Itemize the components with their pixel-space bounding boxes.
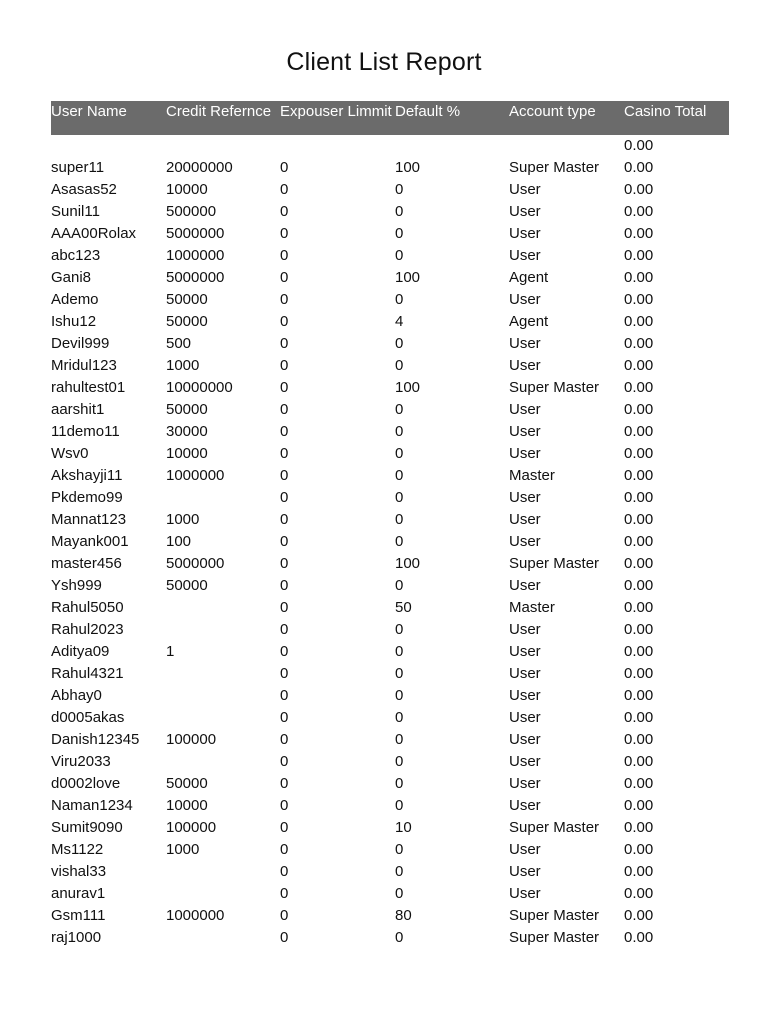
table-row [51,157,729,179]
casino-total-cell: 0.00 [624,203,654,220]
table-header [51,101,729,135]
exposure-limit-cell: 0 [280,885,289,902]
credit-reference-cell [166,663,280,685]
account-type-cell: User [509,335,541,352]
account-type-cell: User [509,247,541,264]
table-row [51,905,729,927]
user-name-cell: aarshit1 [51,401,105,418]
casino-total-cell: 0.00 [624,929,654,946]
user-name-cell: Ademo [51,291,99,308]
table-row [51,487,729,509]
default-percent-cell: 0 [395,841,404,858]
exposure-limit-cell: 0 [280,467,289,484]
user-name-cell: Ysh999 [51,577,102,594]
table-row [51,289,729,311]
account-type-cell: User [509,357,541,374]
exposure-limit-cell: 0 [280,313,289,330]
table-body [51,135,729,949]
casino-total-cell: 0.00 [624,907,654,924]
account-type-cell: User [509,225,541,242]
account-type-cell: User [509,291,541,308]
column-header-credit-reference: Credit Refernce [166,101,280,135]
casino-total-cell: 0.00 [624,313,654,330]
account-type-cell: User [509,665,541,682]
credit-reference-cell [166,883,280,905]
table-row [51,267,729,289]
exposure-limit-cell: 0 [280,379,289,396]
credit-reference-cell [166,597,280,619]
exposure-limit-cell: 0 [280,269,289,286]
exposure-limit-cell: 0 [280,181,289,198]
account-type-cell: User [509,181,541,198]
casino-total-cell: 0.00 [624,797,654,814]
casino-total-cell: 0.00 [624,621,654,638]
casino-total-cell: 0.00 [624,643,654,660]
exposure-limit-cell: 0 [280,203,289,220]
credit-reference-cell: 50000 [166,577,208,594]
casino-total-cell: 0.00 [624,555,654,572]
default-percent-cell: 0 [395,775,404,792]
exposure-limit-cell [280,135,395,157]
credit-reference-cell [166,135,280,157]
table-row [51,707,729,729]
user-name-cell: Viru2033 [51,753,111,770]
table-row [51,531,729,553]
account-type-cell: Master [509,599,555,616]
account-type-cell: User [509,775,541,792]
user-name-cell: vishal33 [51,863,107,880]
table-row [51,421,729,443]
table-row [51,509,729,531]
exposure-limit-cell: 0 [280,665,289,682]
default-percent-cell: 0 [395,203,404,220]
default-percent-cell: 4 [395,313,404,330]
casino-total-cell: 0.00 [624,775,654,792]
column-header-default-percent: Default % [395,101,509,135]
account-type-cell: User [509,401,541,418]
user-name-cell: Sunil11 [51,203,100,220]
credit-reference-cell [166,927,280,949]
credit-reference-cell: 50000 [166,313,208,330]
casino-total-cell: 0.00 [624,511,654,528]
account-type-cell: Super Master [509,555,600,572]
table-row [51,751,729,773]
account-type-cell: User [509,687,541,704]
account-type-cell: Super Master [509,929,600,946]
table-row [51,817,729,839]
casino-total-cell: 0.00 [624,445,654,462]
account-type-cell [509,135,624,157]
default-percent-cell: 0 [395,731,404,748]
credit-reference-cell [166,751,280,773]
exposure-limit-cell: 0 [280,357,289,374]
default-percent-cell: 0 [395,929,404,946]
default-percent-cell: 0 [395,401,404,418]
table-row [51,773,729,795]
casino-total-cell: 0.00 [624,269,654,286]
table-row [51,641,729,663]
casino-total-cell: 0.00 [624,401,654,418]
casino-total-cell: 0.00 [624,379,654,396]
table-row [51,399,729,421]
exposure-limit-cell: 0 [280,291,289,308]
credit-reference-cell: 50000 [166,775,208,792]
user-name-cell: Danish12345 [51,731,140,748]
default-percent-cell: 100 [395,379,421,396]
credit-reference-cell: 10000 [166,797,208,814]
user-name-cell: Gani8 [51,269,92,286]
default-percent-cell: 0 [395,357,404,374]
credit-reference-cell: 10000000 [166,379,233,396]
credit-reference-cell [166,487,280,509]
credit-reference-cell: 5000000 [166,225,225,242]
credit-reference-cell [166,685,280,707]
casino-total-cell: 0.00 [624,357,654,374]
table-row [51,443,729,465]
default-percent-cell: 0 [395,687,404,704]
exposure-limit-cell: 0 [280,709,289,726]
account-type-cell: Agent [509,269,549,286]
account-type-cell: User [509,489,541,506]
credit-reference-cell: 100000 [166,731,217,748]
table-row [51,377,729,399]
user-name-cell [51,135,166,157]
user-name-cell: Abhay0 [51,687,102,704]
table-row [51,179,729,201]
table-row [51,729,729,751]
credit-reference-cell: 1000000 [166,907,225,924]
default-percent-cell: 0 [395,511,404,528]
account-type-cell: Super Master [509,159,600,176]
column-header-casino-total: Casino Total [624,101,729,135]
casino-total-cell: 0.00 [624,863,654,880]
client-list-table [51,101,729,949]
exposure-limit-cell: 0 [280,819,289,836]
default-percent-cell: 0 [395,489,404,506]
default-percent-cell: 0 [395,467,404,484]
user-name-cell: Ishu12 [51,313,97,330]
user-name-cell: rahultest01 [51,379,126,396]
user-name-cell: Gsm111 [51,907,106,924]
table-row [51,575,729,597]
exposure-limit-cell: 0 [280,929,289,946]
credit-reference-cell: 50000 [166,291,208,308]
account-type-cell: Master [509,467,555,484]
user-name-cell: Pkdemo99 [51,489,123,506]
casino-total-cell: 0.00 [624,225,654,242]
default-percent-cell: 0 [395,665,404,682]
credit-reference-cell [166,861,280,883]
casino-total-cell: 0.00 [624,423,654,440]
default-percent-cell: 0 [395,247,404,264]
default-percent-cell: 0 [395,753,404,770]
credit-reference-cell: 100000 [166,819,217,836]
casino-total-cell: 0.00 [624,181,654,198]
table-row [51,245,729,267]
credit-reference-cell: 10000 [166,445,208,462]
account-type-cell: User [509,423,541,440]
page-title: Client List Report [286,48,482,76]
exposure-limit-cell: 0 [280,863,289,880]
casino-total-cell: 0.00 [624,533,654,550]
exposure-limit-cell: 0 [280,907,289,924]
user-name-cell: Ms1122 [51,841,104,858]
casino-total-cell: 0.00 [624,467,654,484]
default-percent-cell [395,135,509,157]
exposure-limit-cell: 0 [280,643,289,660]
credit-reference-cell: 500000 [166,203,217,220]
exposure-limit-cell: 0 [280,687,289,704]
default-percent-cell: 0 [395,335,404,352]
credit-reference-cell: 5000000 [166,555,225,572]
default-percent-cell: 0 [395,863,404,880]
exposure-limit-cell: 0 [280,247,289,264]
table-header-row [51,101,729,135]
casino-total-cell: 0.00 [624,577,654,594]
default-percent-cell: 0 [395,709,404,726]
account-type-cell: User [509,885,541,902]
casino-total-cell: 0.00 [624,687,654,704]
user-name-cell: Akshayji11 [51,467,123,484]
table-row [51,927,729,949]
user-name-cell: Asasas52 [51,181,117,198]
column-header-exposure-limit: Expouser Limmit [280,101,395,135]
credit-reference-cell [166,619,280,641]
table-row [51,553,729,575]
credit-reference-cell: 100 [166,533,192,550]
exposure-limit-cell: 0 [280,731,289,748]
account-type-cell: Super Master [509,819,600,836]
user-name-cell: d0002love [51,775,121,792]
table-row [51,663,729,685]
user-name-cell: Mannat123 [51,511,127,528]
account-type-cell: User [509,731,541,748]
casino-total-cell: 0.00 [624,247,654,264]
default-percent-cell: 0 [395,423,404,440]
table-row [51,839,729,861]
user-name-cell: d0005akas [51,709,125,726]
default-percent-cell: 0 [395,643,404,660]
default-percent-cell: 80 [395,907,412,924]
exposure-limit-cell: 0 [280,423,289,440]
table-row [51,685,729,707]
default-percent-cell: 0 [395,621,404,638]
user-name-cell: Wsv0 [51,445,89,462]
user-name-cell: raj1000 [51,929,102,946]
table-row [51,619,729,641]
user-name-cell: Devil999 [51,335,110,352]
user-name-cell: super11 [51,159,105,176]
user-name-cell: Sumit9090 [51,819,123,836]
account-type-cell: User [509,533,541,550]
default-percent-cell: 0 [395,797,404,814]
user-name-cell: abc123 [51,247,101,264]
default-percent-cell: 0 [395,885,404,902]
credit-reference-cell: 1000 [166,357,200,374]
casino-total-cell: 0.00 [624,291,654,308]
column-header-user-name: User Name [51,101,166,135]
exposure-limit-cell: 0 [280,401,289,418]
credit-reference-cell: 50000 [166,401,208,418]
account-type-cell: User [509,863,541,880]
table-row [51,355,729,377]
table-row [51,597,729,619]
account-type-cell: User [509,643,541,660]
casino-total-cell: 0.00 [624,709,654,726]
exposure-limit-cell: 0 [280,621,289,638]
user-name-cell: Naman1234 [51,797,133,814]
default-percent-cell: 0 [395,291,404,308]
exposure-limit-cell: 0 [280,555,289,572]
account-type-cell: User [509,203,541,220]
user-name-cell: Aditya09 [51,643,110,660]
casino-total-cell: 0.00 [624,753,654,770]
table-row [51,861,729,883]
user-name-cell: Mridul123 [51,357,117,374]
table-row [51,333,729,355]
table-row [51,201,729,223]
table-row [51,465,729,487]
casino-total-cell: 0.00 [624,731,654,748]
account-type-cell: User [509,511,541,528]
user-name-cell: Rahul2023 [51,621,124,638]
exposure-limit-cell: 0 [280,577,289,594]
exposure-limit-cell: 0 [280,445,289,462]
credit-reference-cell: 10000 [166,181,208,198]
default-percent-cell: 10 [395,819,412,836]
user-name-cell: Mayank001 [51,533,129,550]
casino-total-cell: 0.00 [624,599,654,616]
default-percent-cell: 0 [395,445,404,462]
exposure-limit-cell: 0 [280,599,289,616]
table-row [51,795,729,817]
credit-reference-cell: 5000000 [166,269,225,286]
table-row [51,311,729,333]
casino-total-cell: 0.00 [624,159,654,176]
account-type-cell: User [509,577,541,594]
exposure-limit-cell: 0 [280,841,289,858]
credit-reference-cell: 20000000 [166,159,233,176]
default-percent-cell: 0 [395,577,404,594]
casino-total-cell: 0.00 [624,335,654,352]
table-row [51,135,729,157]
user-name-cell: Rahul4321 [51,665,124,682]
casino-total-cell: 0.00 [624,137,654,154]
table-row [51,223,729,245]
exposure-limit-cell: 0 [280,159,289,176]
credit-reference-cell: 1000 [166,511,200,528]
credit-reference-cell: 1 [166,643,175,660]
credit-reference-cell: 500 [166,335,192,352]
default-percent-cell: 100 [395,159,421,176]
default-percent-cell: 50 [395,599,412,616]
account-type-cell: Agent [509,313,549,330]
casino-total-cell: 0.00 [624,665,654,682]
exposure-limit-cell: 0 [280,533,289,550]
default-percent-cell: 0 [395,533,404,550]
default-percent-cell: 100 [395,269,421,286]
table-row [51,883,729,905]
user-name-cell: master456 [51,555,122,572]
column-header-account-type: Account type [509,101,624,135]
user-name-cell: AAA00Rolax [51,225,137,242]
default-percent-cell: 0 [395,181,404,198]
exposure-limit-cell: 0 [280,753,289,770]
user-name-cell: Rahul5050 [51,599,124,616]
credit-reference-cell: 1000 [166,841,200,858]
casino-total-cell: 0.00 [624,819,654,836]
exposure-limit-cell: 0 [280,335,289,352]
user-name-cell: 11demo11 [51,423,120,440]
account-type-cell: User [509,621,541,638]
credit-reference-cell: 1000000 [166,467,225,484]
account-type-cell: User [509,753,541,770]
credit-reference-cell: 30000 [166,423,208,440]
user-name-cell: anurav1 [51,885,106,902]
account-type-cell: Super Master [509,379,600,396]
credit-reference-cell: 1000000 [166,247,225,264]
exposure-limit-cell: 0 [280,489,289,506]
exposure-limit-cell: 0 [280,797,289,814]
default-percent-cell: 100 [395,555,421,572]
credit-reference-cell [166,707,280,729]
account-type-cell: User [509,841,541,858]
casino-total-cell: 0.00 [624,885,654,902]
exposure-limit-cell: 0 [280,511,289,528]
default-percent-cell: 0 [395,225,404,242]
account-type-cell: User [509,445,541,462]
account-type-cell: User [509,797,541,814]
casino-total-cell: 0.00 [624,489,654,506]
exposure-limit-cell: 0 [280,225,289,242]
account-type-cell: User [509,709,541,726]
casino-total-cell: 0.00 [624,841,654,858]
account-type-cell: Super Master [509,907,600,924]
exposure-limit-cell: 0 [280,775,289,792]
